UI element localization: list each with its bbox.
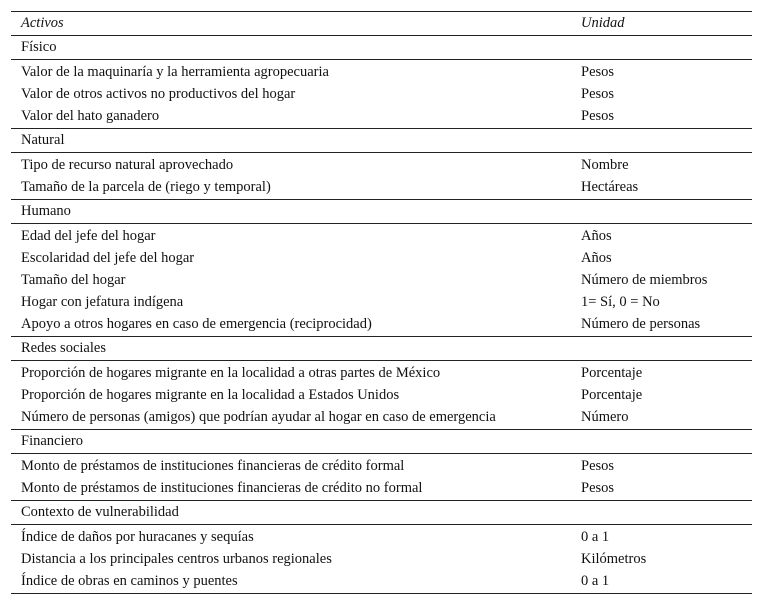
- table-row: [11, 548, 752, 570]
- cell-unidad: 1= Sí, 0 = No: [581, 294, 660, 310]
- table-row: [11, 291, 752, 313]
- header-activos: Activos: [21, 15, 64, 31]
- table-row: [11, 384, 752, 406]
- cell-unidad: Años: [581, 228, 612, 244]
- table-row: [11, 570, 752, 592]
- cell-activo: Número de personas (amigos) que podrían ayudar al hogar en caso de emergencia: [21, 409, 496, 425]
- table-row: [11, 176, 752, 198]
- cell-unidad: Pesos: [581, 108, 615, 124]
- section-header: [11, 430, 752, 454]
- cell-activo: Monto de préstamos de instituciones financieras de crédito no formal: [21, 480, 423, 496]
- assets-table: [11, 11, 752, 594]
- table-row: [11, 526, 752, 548]
- cell-unidad: Pesos: [581, 480, 615, 496]
- header-unidad: Unidad: [581, 15, 625, 31]
- cell-activo: Valor del hato ganadero: [21, 108, 160, 124]
- cell-unidad: Número de miembros: [581, 272, 708, 288]
- section-header: [11, 200, 752, 224]
- section-rows: [11, 454, 752, 501]
- cell-unidad: Años: [581, 250, 612, 266]
- cell-unidad: Porcentaje: [581, 387, 643, 403]
- section-header: [11, 337, 752, 361]
- table-row: [11, 455, 752, 477]
- table-header: [11, 12, 752, 36]
- section-title: Humano: [21, 203, 71, 219]
- section-title: Financiero: [21, 433, 84, 449]
- section-title: Natural: [21, 132, 65, 148]
- section-rows: [11, 153, 752, 200]
- cell-unidad: Pesos: [581, 86, 615, 102]
- cell-activo: Apoyo a otros hogares en caso de emergencia (reciprocidad): [21, 316, 372, 332]
- table-row: [11, 406, 752, 428]
- cell-activo: Proporción de hogares migrante en la localidad a Estados Unidos: [21, 387, 400, 403]
- section-header: [11, 36, 752, 60]
- table-row: [11, 83, 752, 105]
- cell-activo: Valor de la maquinaría y la herramienta agropecuaria: [21, 64, 329, 80]
- cell-activo: Valor de otros activos no productivos del hogar: [21, 86, 296, 102]
- cell-unidad: Porcentaje: [581, 365, 643, 381]
- section-header: [11, 501, 752, 525]
- table-row: [11, 105, 752, 127]
- section-title: Contexto de vulnerabilidad: [21, 504, 179, 520]
- table-row: [11, 247, 752, 269]
- cell-activo: Distancia a los principales centros urbanos regionales: [21, 551, 332, 567]
- cell-activo: Hogar con jefatura indígena: [21, 294, 184, 310]
- section-rows: [11, 525, 752, 593]
- cell-activo: Escolaridad del jefe del hogar: [21, 250, 195, 266]
- cell-activo: Tipo de recurso natural aprovechado: [21, 157, 234, 173]
- cell-unidad: 0 a 1: [581, 573, 610, 589]
- cell-activo: Tamaño del hogar: [21, 272, 126, 288]
- section-rows: [11, 60, 752, 129]
- section-rows: [11, 224, 752, 337]
- cell-unidad: Pesos: [581, 64, 615, 80]
- cell-activo: Índice de obras en caminos y puentes: [21, 573, 238, 589]
- cell-unidad: Hectáreas: [581, 179, 639, 195]
- section-title: Físico: [21, 39, 57, 55]
- table-row: [11, 477, 752, 499]
- table-row: [11, 154, 752, 176]
- section-rows: [11, 361, 752, 430]
- table-body: [11, 36, 752, 593]
- cell-activo: Monto de préstamos de instituciones financieras de crédito formal: [21, 458, 405, 474]
- cell-unidad: Nombre: [581, 157, 629, 173]
- cell-activo: Proporción de hogares migrante en la localidad a otras partes de México: [21, 365, 441, 381]
- table-row: [11, 61, 752, 83]
- cell-unidad: Número de personas: [581, 316, 701, 332]
- table-row: [11, 313, 752, 335]
- table-row: [11, 225, 752, 247]
- cell-unidad: Kilómetros: [581, 551, 647, 567]
- section-title: Redes sociales: [21, 340, 106, 356]
- cell-activo: Edad del jefe del hogar: [21, 228, 156, 244]
- cell-activo: Índice de daños por huracanes y sequías: [21, 529, 254, 545]
- cell-unidad: Número: [581, 409, 629, 425]
- section-header: [11, 129, 752, 153]
- cell-activo: Tamaño de la parcela de (riego y temporal): [21, 179, 271, 195]
- table-row: [11, 362, 752, 384]
- table-row: [11, 269, 752, 291]
- cell-unidad: 0 a 1: [581, 529, 610, 545]
- cell-unidad: Pesos: [581, 458, 615, 474]
